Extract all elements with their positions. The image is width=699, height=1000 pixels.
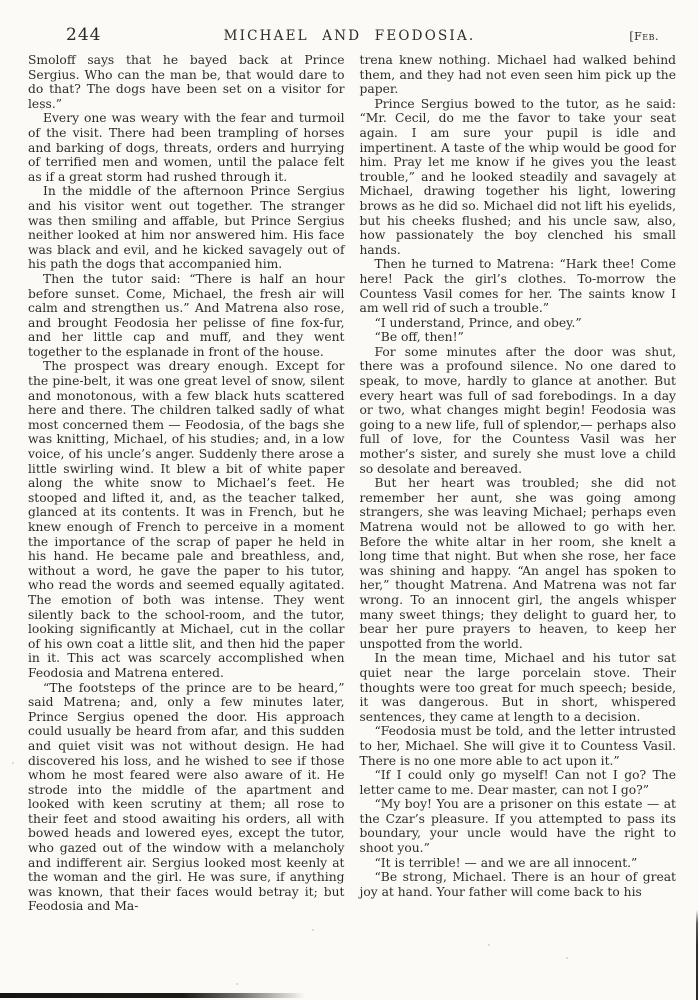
paragraph: “Be strong, Michael. There is an hour of great joy at hand. Your father will come back to his [359, 870, 676, 899]
paragraph: trena knew nothing. Michael had walked behind them, and they had not even seen him pick up the paper. [359, 53, 676, 97]
scan-speckle [106, 63, 108, 65]
running-title: MICHAEL AND FEODOSIA. [223, 28, 476, 44]
page-header [0, 25, 699, 47]
paragraph: “If I could only go myself! Can not I go? The letter came to me. Dear master, can not I go?” [359, 768, 676, 797]
scan-speckle [129, 831, 131, 833]
paragraph: But her heart was troubled; she did not remember her aunt, she was going among strangers, she was leaving Michael; perhaps even Matrena would not be allowed to go with her. Before the white altar in her room, she knelt a long time that night. But when she rose, her face was shining and happy. “An angel has spoken to her,” thought Matrena. And Matrena was not far wrong. To an innocent girl, the angels whisper many sweet things; they delight to guard her, to bear her pure prayers to heaven, to keep her unspotted from the world. [359, 476, 676, 651]
paragraph: Smoloff says that he bayed back at Prince Sergius. Who can the man be, that would dare to do that? The dogs have been set on a visitor for less.” [28, 53, 345, 111]
paragraph: “Feodosia must be told, and the letter intrusted to her, Michael. She will give it to Countess Vasil. There is no one more able to act upon it.” [359, 724, 676, 768]
paragraph: “My boy! You are a prisoner on this estate — at the Czar’s pleasure. If you attempted to pass its boundary, your uncle would have the right to shoot you.” [359, 797, 676, 856]
paragraph: In the mean time, Michael and his tutor sat quiet near the large porcelain stove. Their thoughts were too great for much speech; beside, it was dangerous. But in short, whispered sentences, they came at length to a decision. [359, 651, 676, 724]
scan-speckle [236, 983, 238, 985]
scan-speckle [41, 108, 43, 110]
scan-speckle [566, 957, 568, 959]
right-column [360, 53, 677, 914]
paragraph: “I understand, Prince, and obey.” [374, 315, 582, 330]
scan-speckle [12, 762, 14, 764]
paragraph: “Be off, then!” [374, 330, 464, 345]
text-columns [28, 53, 676, 914]
paragraph: Then the tutor said: “There is half an hour before sunset. Come, Michael, the fresh air will calm and strengthen us.” And Matrena also rose, and brought Feodosia her pelisse of fine fox-fur, and her little cap and muff, and they went together to the esplanade in front of the house. [28, 271, 345, 359]
paragraph: In the middle of the afternoon Prince Sergius and his visitor went out together. The stranger was then smiling and affable, but Prince Sergius neither looked at him nor answered him. His face was black and evil, and he kicked savagely out of his path the dogs that accompanied him. [28, 184, 345, 272]
paragraph: Every one was weary with the fear and turmoil of the visit. There had been trampling of horses and barking of dogs, threats, orders and hurrying of terrified men and women, until the palace felt as if a great storm had rushed through it. [28, 111, 345, 184]
paragraph: Prince Sergius bowed to the tutor, as he said: “Mr. Cecil, do me the favor to take your seat again. I am sure your pupil is idle and impertinent. A taste of the whip would be good for him. Pray let me know if he gives you the least trouble,” and he looked steadily and savagely at Michael, drawing together his light, lowering brows as he did so. Michael did not lift his eyelids, but his cheeks flushed; and his uncle saw, also, how passionately the boy clenched his small hands. [359, 96, 676, 257]
paragraph: For some minutes after the door was shut, there was a profound silence. No one dared to speak, to move, hardly to glance at another. But every heart was full of sad forebodings. In a day or two, what changes might begin! Feodosia was going to a new life, full of splendor,— perhaps also full of love, for the Countess Vasil was her mother’s sister, and surely she must love a child so desolate and bereaved. [359, 344, 676, 476]
paragraph: “It is terrible! — and we are all innocent.” [374, 855, 638, 870]
paragraph: Then he turned to Matrena: “Hark thee! Come here! Pack the girl’s clothes. To-morrow the Countess Vasil comes for her. The saints know I am well rid of such a trouble.” [359, 257, 676, 316]
left-column [28, 53, 345, 914]
page-number: 244 [66, 25, 102, 45]
scan-speckle [488, 944, 490, 946]
scan-artifact-bottom-bar [0, 993, 305, 998]
paragraph: The prospect was dreary enough. Except for the pine-belt, it was one great level of snow, silent and monotonous, with a few black huts scattered here and there. The children talked sadly of what most concerned them — Feodosia, of the bags she was knitting, Michael, of his studies; and, in a low voice, of his uncle’s anger. Suddenly there arose a little swirling wind. It blew a bit of white paper along the white snow to Michael’s feet. He stooped and lifted it, and, as the teacher talked, glanced at its contents. It was in French, but he knew enough of French to perceive in a moment the importance of the scrap of paper he held in his hand. He became pale and breathless, and, without a word, he gave the paper to his tutor, who read the words and seemed equally agitated. The emotion of both was intense. They went silently back to the school-room, and the tutor, looking significantly at Michael, cut in the collar of his own coat a little slit, and then hid the paper in it. This act was scarcely accomplished when Feodosia and Matrena entered. [28, 359, 345, 680]
paragraph: “The footsteps of the prince are to be heard,” said Matrena; and, only a few minutes later, Prince Sergius opened the door. His approach could usually be heard from afar, and this sudden and quiet visit was not without design. He had discovered his loss, and he wished to see if those whom he most feared were also aware of it. He strode into the middle of the apartment and looked with keen scrutiny at them; all rose to their feet and stood awaiting his orders, all with bowed heads and lowered eyes, except the tutor, who gazed out of the window with a melancholy and indifferent air. Sergius looked most keenly at the woman and the girl. He was sure, if anything was known, that their faces would betray it; but Feodosia and Ma- [28, 680, 345, 914]
issue-month-label: [Feb. [629, 30, 659, 43]
scan-artifact-right-edge [696, 910, 698, 1000]
scan-speckle [312, 929, 314, 931]
